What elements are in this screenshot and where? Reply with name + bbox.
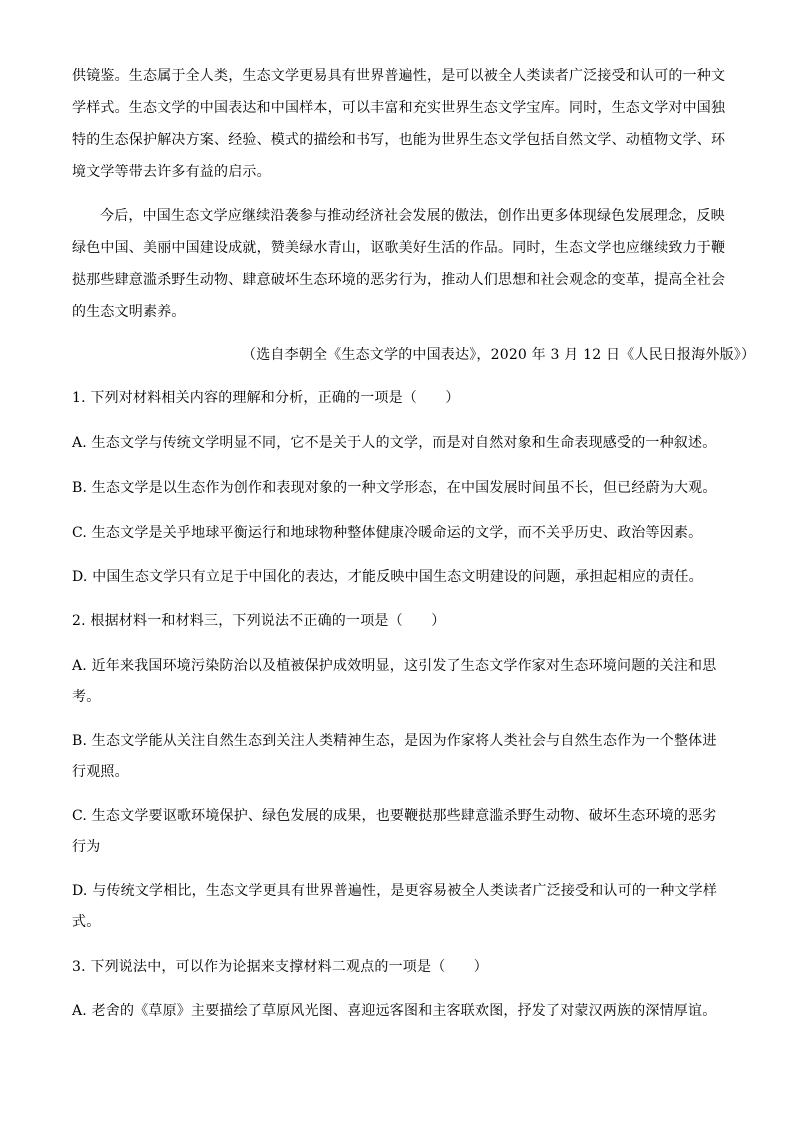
option-b-cont: 行观照。 [72, 764, 129, 780]
question-stem: 1. 下列对材料相关内容的理解和分析，正确的一项是（ ） [72, 390, 460, 406]
text-line: 境文学等带去许多有益的启示。 [72, 164, 271, 180]
option-d: D. 中国生态文学只有立足于中国化的表达，才能反映中国生态文明建设的问题，承担起相应的责任。 [72, 569, 703, 585]
option-b: B. 生态文学是以生态作为创作和表现对象的一种文学形态，在中国发展时间虽不长，但已经蔚为大观。 [72, 480, 717, 496]
text-line: 特的生态保护解决方案、经验、模式的描绘和书写，也能为世界生态文学包括自然文学、动植物文学、环 [72, 132, 726, 148]
option-a-cont: 考。 [72, 689, 101, 705]
text-line: 挞那些肆意滥杀野生动物、肆意破坏生态环境的恶劣行为，推动人们思想和社会观念的变革，提高全社会 [72, 272, 726, 288]
text-line: 供镜鉴。生态属于全人类，生态文学更易具有世界普遍性，是可以被全人类读者广泛接受和认可的一种文 [72, 68, 726, 84]
text-line: 学样式。生态文学的中国表达和中国样本，可以丰富和充实世界生态文学宝库。同时，生态文学对中国独 [72, 100, 726, 116]
question-stem: 2. 根据材料一和材料三，下列说法不正确的一项是（ ） [72, 613, 446, 629]
option-d-cont: 式。 [72, 914, 101, 930]
option-d: D. 与传统文学相比，生态文学更具有世界普遍性，是更容易被全人类读者广泛接受和认可的一种文学样 [72, 883, 718, 899]
text-line: 绿色中国、美丽中国建设成就，赞美绿水青山，讴歌美好生活的作品。同时，生态文学也应继续致力于鞭 [72, 240, 726, 256]
option-c-cont: 行为 [72, 839, 101, 855]
option-b: B. 生态文学能从关注自然生态到关注人类精神生态，是因为作家将人类社会与自然生态作为一个整体进 [72, 733, 717, 749]
source-citation: （选自李朝全《生态文学的中国表达》，2020 年 3 月 12 日《人民日报海外版》） [242, 347, 756, 363]
text-line: 今后，中国生态文学应继续沿袭参与推动经济社会发展的傲法，创作出更多体现绿色发展理念，反映 [100, 208, 725, 224]
option-c: C. 生态文学要讴歌环境保护、绿色发展的成果，也要鞭挞那些肆意滥杀野生动物、破坏生态环境的恶劣 [72, 808, 717, 824]
option-a: A. 老舍的《草原》主要描绘了草原风光图、喜迎远客图和主客联欢图，抒发了对蒙汉两族的深情厚谊。 [72, 1003, 717, 1019]
question-stem: 3. 下列说法中，可以作为论据来支撑材料二观点的一项是（ ） [72, 959, 489, 975]
option-c: C. 生态文学是关乎地球平衡运行和地球物种整体健康冷暖命运的文学，而不关乎历史、政治等因素。 [72, 525, 703, 541]
option-a: A. 生态文学与传统文学明显不同，它不是关于人的文学，而是对自然对象和生命表现感受的一种叙述。 [72, 435, 717, 451]
text-line: 的生态文明素养。 [72, 304, 186, 320]
option-a: A. 近年来我国环境污染防治以及植被保护成效明显，这引发了生态文学作家对生态环境问题的关注和思 [72, 658, 717, 674]
